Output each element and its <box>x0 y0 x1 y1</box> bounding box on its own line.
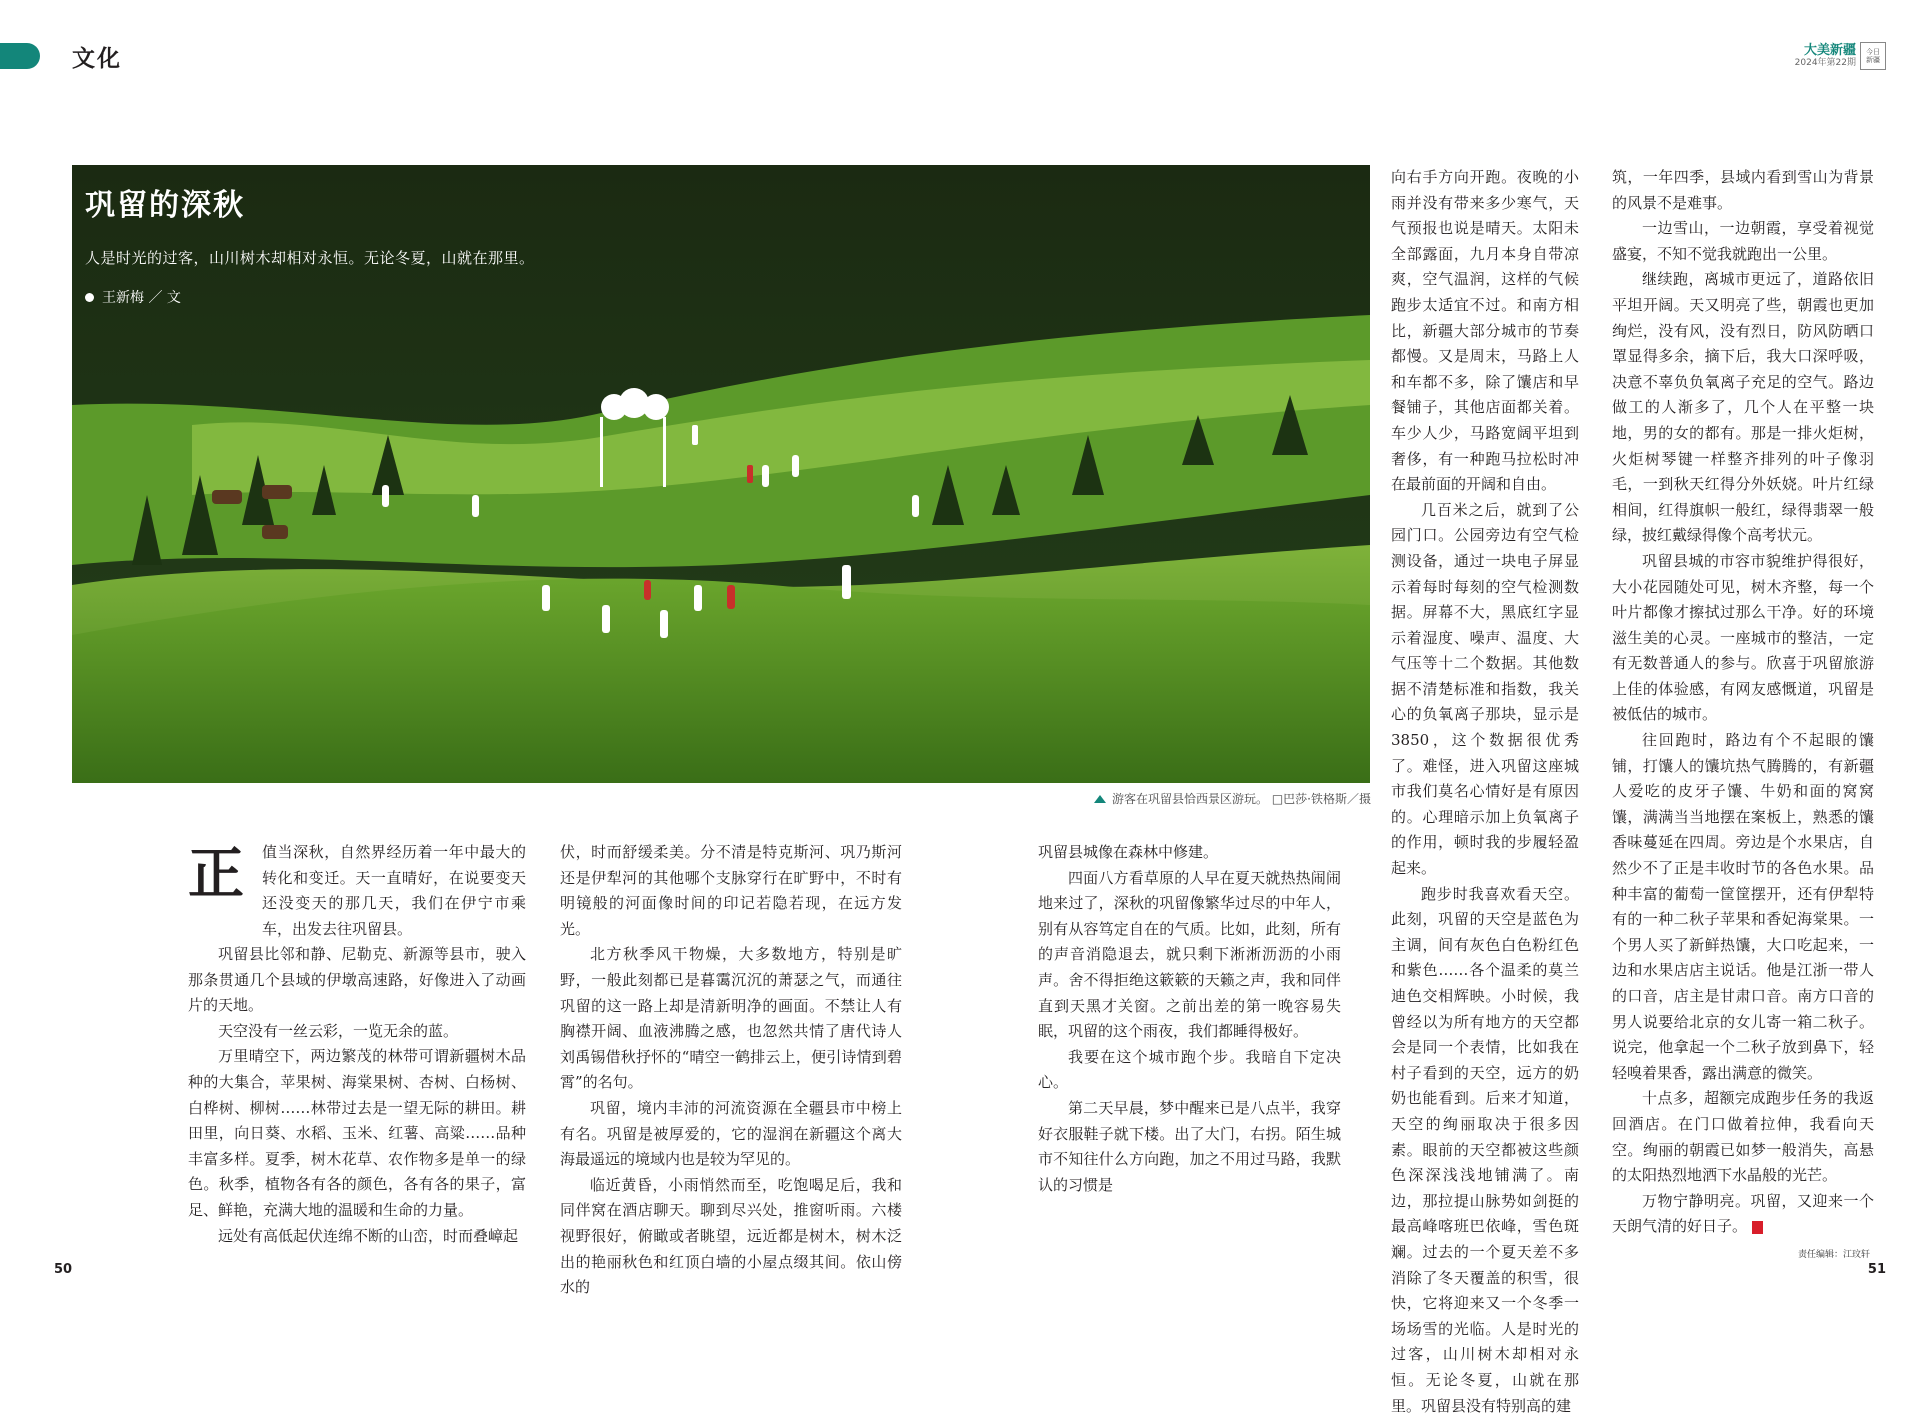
byline <box>85 287 181 307</box>
paragraph: 跑步时我喜欢看天空。此刻，巩留的天空是蓝色为主调，间有灰色白色粉红色和紫色……各个温柔的莫兰迪色交相辉映。小时候，我曾经以为所有地方的天空都会是同一个表情，比如我在村子看到的天空，远方的奶奶也能看到。后来才知道，天空的绚丽取决于很多因素。眼前的天空都被这些颜色深深浅浅地铺满了。南边，那拉提山脉势如剑挺的最高峰喀班巴依峰，雪色斑斓。过去的一个夏天差不多消除了冬天覆盖的积雪，很快，它将迎来又一个冬季一场场雪的光临。人是时光的过客，山川树木却相对永恒。无论冬夏，山就在那里。巩留县没有特别高的建 <box>1391 884 1579 1415</box>
paragraph: 一边雪山，一边朝霞，享受着视觉盛宴，不知不觉我就跑出一公里。 <box>1612 219 1874 263</box>
page-number-right: 51 <box>1867 1262 1886 1277</box>
column-5 <box>1612 165 1874 1260</box>
paragraph: 筑，一年四季，县域内看到雪山为背景的风景不是难事。 <box>1612 168 1874 212</box>
paragraph: 巩留县城的市容市貌维护得很好，大小花园随处可见，树木齐整，每一个叶片都像才擦拭过那么干净。好的环境滋生美的心灵。一座城市的整洁，一定有无数普通人的参与。欣喜于巩留旅游上佳的体验感，有网友感慨道，巩留是被低估的城市。 <box>1612 551 1874 724</box>
brand-name: 大美新疆 <box>1803 43 1856 58</box>
paragraph: 十点多，超额完成跑步任务的我返回酒店。在门口做着拉伸，我看向天空。绚丽的朝霞已如梦一般消失，高悬的太阳热烈地洒下水晶般的光芒。 <box>1612 1089 1874 1185</box>
paragraph: 向右手方向开跑。夜晚的小雨并没有带来多少寒气，天气预报也说是晴天。太阳未全部露面，九月本身自带凉爽，空气温润，这样的气候跑步太适宜不过。和南方相比，新疆大部分城市的节奏都慢。又是周末，马路上人和车都不多，除了馕店和早餐铺子，其他店面都关着。车少人少，马路宽阔平坦到奢侈，有一种跑马拉松时冲在最前面的开阔和自由。 <box>1391 168 1579 494</box>
paragraph: 四面八方看草原的人早在夏天就热热闹闹地来过了，深秋的巩留像繁华过尽的中年人，别有从容笃定自在的气质。比如，此刻，所有的声音消隐退去，就只剩下淅淅沥沥的小雨声。舍不得拒绝这簌簌的天籁之声，我和同伴直到天黑才关窗。之前出差的第一晚容易失眠，巩留的这个雨夜，我们都睡得极好。 <box>1038 868 1341 1041</box>
article-title: 巩留的深秋 <box>85 188 245 223</box>
paragraph: 几百米之后，就到了公园门口。公园旁边有空气检测设备，通过一块电子屏显示着每时每刻的空气检测数据。屏幕不大，黑底红字显示着湿度、噪声、温度、大气压等十二个数据。其他数据不清楚标准和指数，我关心的负氧离子那块，显示是3850，这个数据很优秀了。难怪，进入巩留这座城市我们莫名心情好是有原因的。心理暗示加上负氧离子的作用，顿时我的步履轻盈起来。 <box>1391 500 1579 878</box>
paragraph: 继续跑，离城市更远了，道路依旧平坦开阔。天又明亮了些，朝霞也更加绚烂，没有风，没有烈日，防风防晒口罩显得多余，摘下后，我大口深呼吸，决意不辜负负氧离子充足的空气。路边做工的人渐多了，几个人在平整一块地，男的女的都有。那是一排火炬树，火炬树琴键一样整齐排列的叶子像羽毛，一到秋天红得分外妖娆。叶片红绿相间，红得旗帜一般红，绿得翡翠一般绿，披红戴绿得像个高考状元。 <box>1612 270 1874 545</box>
end-mark-icon <box>1752 1221 1763 1234</box>
drop-cap: 正 <box>188 841 244 907</box>
photo-caption <box>1094 790 1371 807</box>
section-label: 文化 <box>72 46 122 72</box>
section-tab <box>0 43 40 69</box>
author: 王新梅 ／ 文 <box>102 290 181 306</box>
paragraph: 巩留县比邻和静、尼勒克、新源等县市，驶入那条贯通几个县域的伊墩高速路，好像进入了动画片的天地。 <box>188 945 526 1015</box>
first-paragraph: 值当深秋，自然界经历着一年中最大的转化和变迁。天一直晴好，在说要变天还没变天的那几天，我们在伊宁市乘车，出发去往巩留县。 <box>262 843 526 938</box>
page-number-left: 50 <box>54 1262 73 1277</box>
bullet-icon <box>85 293 94 302</box>
column-1 <box>188 942 526 1260</box>
paragraph: 万里晴空下，两边繁茂的林带可谓新疆树木品种的大集合，苹果树、海棠果树、杏树、白杨树、白桦树、柳树……林带过去是一望无际的耕田。耕田里，向日葵、水稻、玉米、红薯、高粱……品种丰富多样。夏季，树木花草、农作物多是单一的绿色。秋季，植物各有各的颜色，各有各的果子，富足、鲜艳，充满大地的温暖和生命的力量。 <box>188 1047 526 1219</box>
paragraph: 远处有高低起伏连绵不断的山峦，时而叠嶂起 <box>218 1226 519 1245</box>
caption-triangle-icon <box>1094 795 1106 803</box>
paragraph <box>1612 1189 1874 1240</box>
paragraph: 北方秋季风干物燥，大多数地方，特别是旷野，一般此刻都已是暮霭沉沉的萧瑟之气，而通往巩留的这一路上却是清新明净的画面。不禁让人有胸襟开阔、血液沸腾之感，也忽然共情了唐代诗人刘禹锡借秋抒怀的“晴空一鹤排云上，便引诗情到碧霄”的名句。 <box>560 945 902 1092</box>
column-4 <box>1391 165 1579 1415</box>
caption-text: 游客在巩留县恰西景区游玩。 □巴莎·铁格斯／摄 <box>1112 792 1371 806</box>
paragraph: 天空没有一丝云彩，一览无余的蓝。 <box>218 1021 459 1040</box>
brand-seal-logo: 今日 新疆 <box>1860 42 1886 70</box>
paragraph: 我要在这个城市跑个步。我暗自下定决心。 <box>1038 1047 1341 1092</box>
paragraph: 第二天早晨，梦中醒来已是八点半，我穿好衣服鞋子就下楼。出了大门，右拐。陌生城市不知往什么方向跑，加之不用过马路，我默认的习惯是 <box>1038 1098 1341 1194</box>
paragraph-text: 万物宁静明亮。巩留，又迎来一个天朗气清的好日子。 <box>1612 1191 1874 1236</box>
paragraph: 伏，时而舒缓柔美。分不清是特克斯河、巩乃斯河还是伊犁河的其他哪个支脉穿行在旷野中，不时有明镜般的河面像时间的印记若隐若现，在远方发光。 <box>560 843 902 938</box>
editor-credit: 责任编辑：江玟轩 <box>1797 1250 1870 1260</box>
brand-issue: 2024年第22期 <box>1794 58 1856 68</box>
article-lead: 人是时光的过客，山川树木却相对永恒。无论冬夏，山就在那里。 <box>85 249 535 267</box>
column-2 <box>560 840 902 1297</box>
magazine-brand <box>1795 42 1886 70</box>
paragraph: 往回跑时，路边有个不起眼的馕铺，打馕人的馕坑热气腾腾的，有新疆人爱吃的皮牙子馕、牛奶和面的窝窝馕，满满当当地摆在案板上，熟悉的馕香味蔓延在四周。旁边是个水果店，自然少不了正是丰收时节的各色水果。品种丰富的葡萄一筐筐摆开，还有伊犁特有的一种二秋子苹果和香妃海棠果。一个男人买了新鲜热馕，大口吃起来，一边和水果店店主说话。他是江浙一带人的口音，店主是甘肃口音。南方口音的男人说要给北京的女儿寄一箱二秋子。说完，他拿起一个二秋子放到鼻下，轻轻嗅着果香，露出满意的微笑。 <box>1612 731 1874 1082</box>
column-3 <box>1038 840 1341 1260</box>
paragraph: 巩留县城像在森林中修建。 <box>1038 843 1219 861</box>
paragraph: 临近黄昏，小雨悄然而至，吃饱喝足后，我和同伴窝在酒店聊天。聊到尽兴处，推窗听雨。六楼视野很好，俯瞰或者眺望，远近都是树木，树木泛出的艳丽秋色和红顶白墙的小屋点缀其间。依山傍水的 <box>560 1175 902 1297</box>
paragraph: 巩留，境内丰沛的河流资源在全疆县市中榜上有名。巩留是被厚爱的，它的湿润在新疆这个离大海最遥远的境域内也是较为罕见的。 <box>560 1098 902 1169</box>
